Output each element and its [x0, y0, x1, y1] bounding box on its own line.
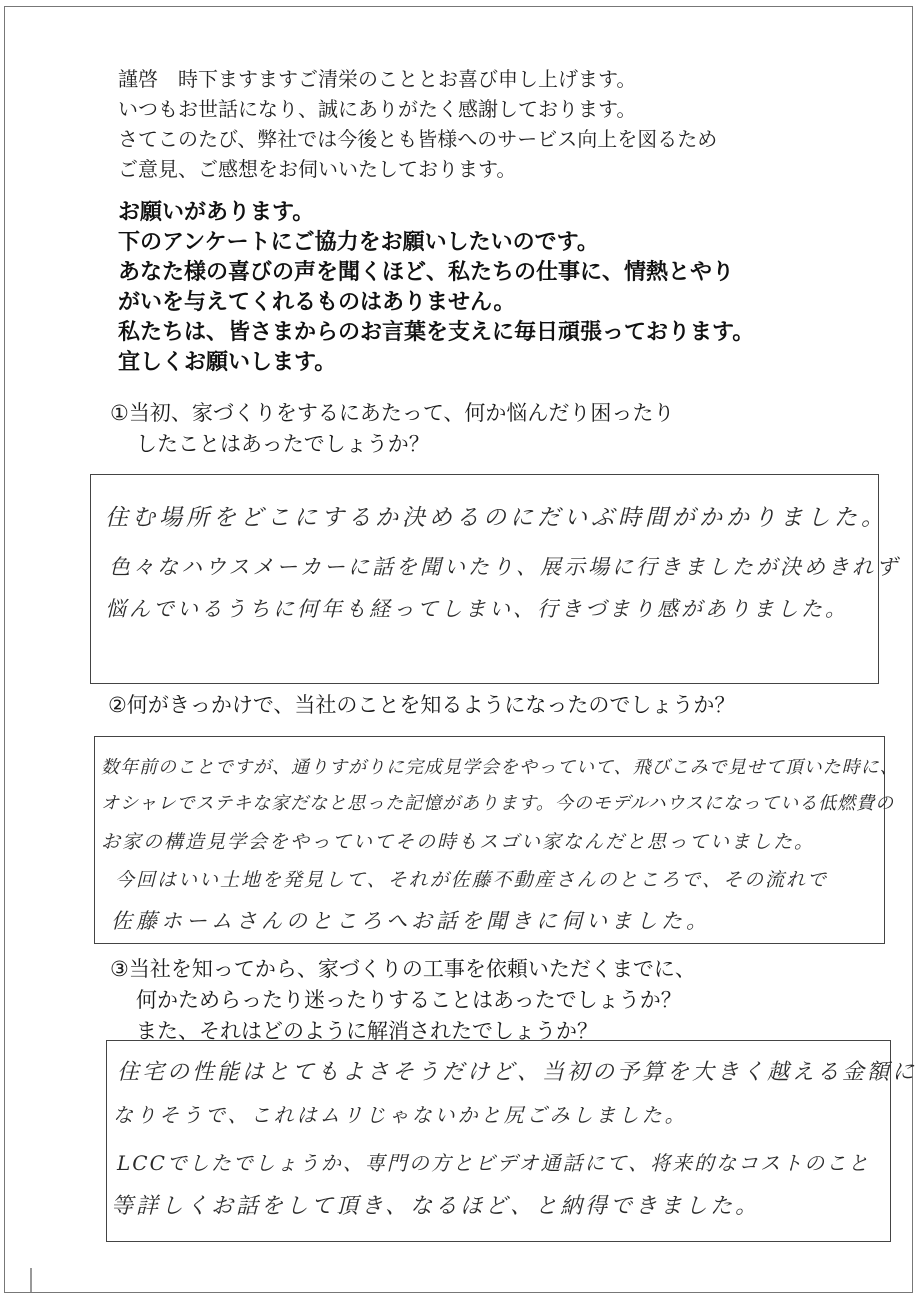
handwritten-answer-line: オシャレでステキな家だなと思った記憶があります。今のモデルハウスになっている低燃費の — [101, 793, 895, 814]
handwritten-answer-line: なりそうで、これはムリじゃないかと尻ごみしました。 — [113, 1103, 688, 1127]
request-line: がいを与えてくれるものはありません。 — [118, 290, 516, 315]
handwritten-answer-line: 住む場所をどこにするか決めるのにだいぶ時間がかかりました。 — [105, 505, 888, 531]
question-line: また、それはどのように解消されたでしょうか？ — [136, 1019, 598, 1043]
handwritten-answer-line: 色々なハウスメーカーに話を聞いたり、展示場に行きましたが決めきれず — [109, 555, 900, 579]
handwritten-answer-line: 等詳しくお話をして頂き、なるほど、と納得できました。 — [111, 1194, 761, 1219]
greeting-line: さてこのたび、弊社では今後とも皆様へのサービス向上を図るため — [118, 127, 718, 151]
request-line: 私たちは、皆さまからのお言葉を支えに毎日頑張っております。 — [118, 320, 755, 345]
handwritten-answer-line: 今回はいい土地を発見して、それが佐藤不動産さんのところで、その流れで — [115, 869, 829, 891]
handwritten-answer-line: 住宅の性能はとてもよさそうだけど、当初の予算を大きく越える金額に — [117, 1060, 918, 1085]
handwritten-answer-line: お家の構造見学会をやっていてその時もスゴい家なんだと思っていました。 — [101, 831, 816, 853]
handwritten-answer-line: 数年前のことですが、通りすがりに完成見学会をやっていて、飛びこみで見せて頂いた時に、 — [101, 757, 899, 778]
greeting-line: ご意見、ご感想をお伺いいたしております。 — [118, 157, 517, 181]
request-line: お願いがあります。 — [118, 200, 315, 225]
answer-box-2 — [94, 736, 899, 944]
request-line: 宜しくお願いします。 — [118, 350, 337, 375]
handwritten-answer-line: LCCでしたでしょうか、専門の方とビデオ通話にて、将来的なコストのこと — [117, 1151, 871, 1175]
question-line: 何かためらったり迷ったりすることはあったでしょうか？ — [136, 988, 682, 1012]
question-line: ①当初、家づくりをするにあたって、何か悩んだり困ったり — [110, 401, 675, 425]
scan-mark — [30, 1268, 32, 1292]
question-line: したことはあったでしょうか？ — [136, 432, 430, 456]
greeting-line: 謹啓 時下ますますご清栄のこととお喜び申し上げます。 — [118, 67, 637, 91]
question-3 — [110, 954, 696, 1047]
handwritten-answer-line: 悩んでいるうちに何年も経ってしまい、行きづまり感がありました。 — [105, 597, 849, 621]
greeting-paragraph — [118, 64, 838, 184]
answer-box-1 — [90, 474, 900, 684]
question-2 — [108, 690, 735, 721]
request-line: あなた様の喜びの声を聞くほど、私たちの仕事に、情熱とやり — [118, 260, 735, 285]
answer-box-3 — [106, 1040, 918, 1242]
request-paragraph — [118, 198, 858, 378]
question-1 — [110, 398, 674, 460]
request-line: 下のアンケートにご協力をお願いしたいのです。 — [118, 230, 599, 255]
question-line: ③当社を知ってから、家づくりの工事を依頼いただくまでに、 — [110, 957, 696, 981]
question-line: ②何がきっかけで、当社のことを知るようになったのでしょうか？ — [108, 693, 736, 717]
greeting-line: いつもお世話になり、誠にありがたく感謝しております。 — [118, 97, 637, 121]
handwritten-answer-line: 佐藤ホームさんのところへお話を聞きに伺いました。 — [111, 909, 711, 933]
